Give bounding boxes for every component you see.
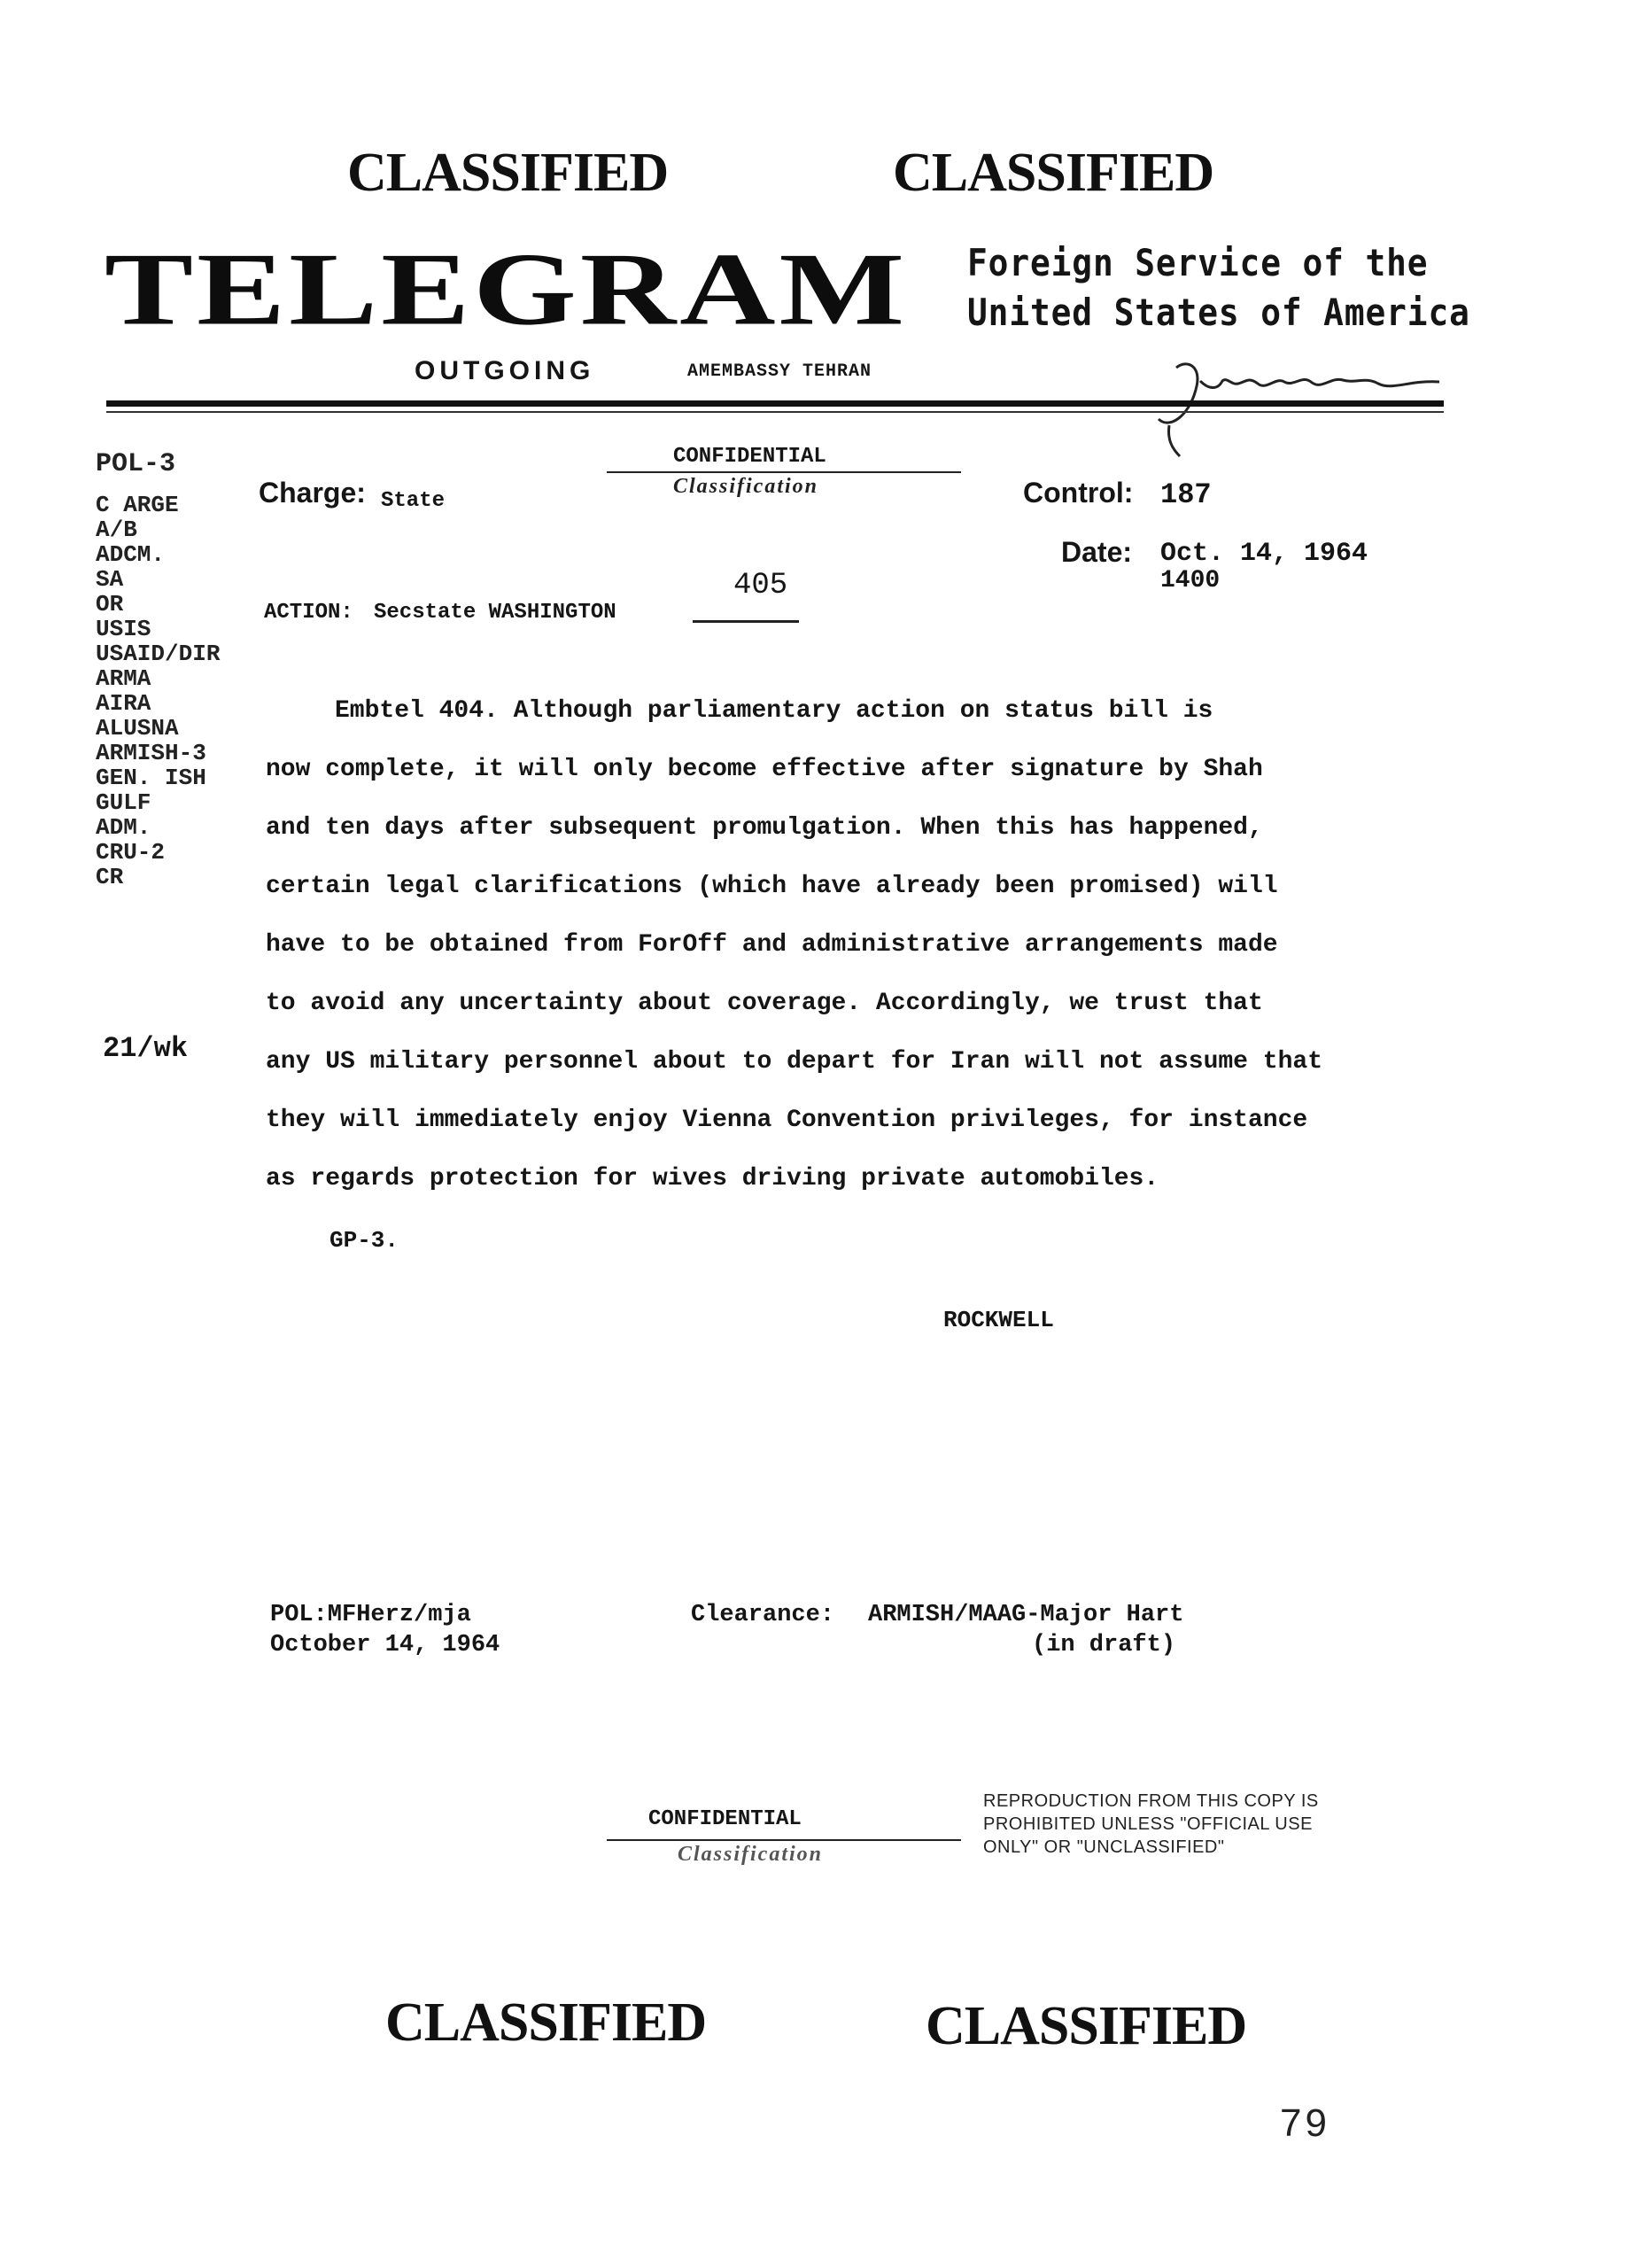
- distribution-item: A/B: [96, 517, 137, 543]
- body-line: Embtel 404. Although parliamentary action on status bill is: [335, 697, 1213, 725]
- classification-label: Classification: [673, 475, 819, 498]
- header-rule-thick: [106, 400, 1444, 407]
- control-label: Control:: [1023, 477, 1134, 509]
- body-line: as regards protection for wives driving private automobiles.: [266, 1165, 1159, 1192]
- body-line: certain legal clarifications (which have already been promised) will: [266, 873, 1278, 900]
- distribution-item: OR: [96, 591, 124, 617]
- distribution-item: SA: [96, 566, 124, 593]
- origin-embassy: AMEMBASSY TEHRAN: [687, 361, 872, 382]
- telegram-number: 405: [733, 569, 788, 602]
- body-line: any US military personnel about to depart for Iran will not assume that: [266, 1048, 1322, 1076]
- clearance-value: ARMISH/MAAG-Major Hart: [868, 1602, 1184, 1628]
- reproduction-line: ONLY" OR "UNCLASSIFIED": [983, 1837, 1225, 1857]
- drafter: POL:MFHerz/mja: [270, 1602, 471, 1628]
- body-line: they will immediately enjoy Vienna Convention privileges, for instance: [266, 1107, 1308, 1134]
- distribution-item: ALUSNA: [96, 715, 179, 742]
- distribution-item: POL-3: [96, 449, 176, 479]
- distribution-item: USAID/DIR: [96, 641, 221, 667]
- control-value: 187: [1160, 478, 1212, 511]
- charge-label: Charge:: [259, 477, 366, 509]
- reproduction-line: PROHIBITED UNLESS "OFFICIAL USE: [983, 1814, 1313, 1834]
- body-line: and ten days after subsequent promulgation. When this has happened,: [266, 814, 1263, 842]
- distribution-item: ADM.: [96, 814, 151, 841]
- telegram-number-rule: [693, 620, 799, 623]
- action-value: Secstate WASHINGTON: [374, 601, 616, 625]
- distribution-count: 21/wk: [103, 1032, 189, 1065]
- body-line: to avoid any uncertainty about coverage. Accordingly, we trust that: [266, 990, 1263, 1017]
- action-label: ACTION:: [264, 601, 353, 625]
- time-value: 1400: [1160, 567, 1221, 594]
- distribution-item: USIS: [96, 616, 151, 642]
- date-value: Oct. 14, 1964: [1160, 539, 1368, 569]
- reproduction-line: REPRODUCTION FROM THIS COPY IS: [983, 1791, 1319, 1811]
- header-rule-thin: [106, 411, 1444, 413]
- distribution-item: ARMISH-3: [96, 740, 206, 766]
- classified-stamp-top-right: CLASSIFIED: [893, 143, 1214, 203]
- distribution-list: [96, 449, 221, 890]
- distribution-item: ARMA: [96, 665, 151, 692]
- classified-stamp-top-left: CLASSIFIED: [347, 143, 669, 203]
- agency-line-1: Foreign Service of the: [967, 241, 1429, 284]
- body-line: have to be obtained from ForOff and administrative arrangements made: [266, 931, 1278, 959]
- distribution-item: CRU-2: [96, 839, 166, 866]
- footer-classification-value: CONFIDENTIAL: [648, 1807, 802, 1831]
- clearance-label: Clearance:: [691, 1602, 835, 1628]
- classified-stamp-bottom-left: CLASSIFIED: [385, 1992, 707, 2053]
- direction-label: OUTGOING: [415, 356, 595, 385]
- drafted-date: October 14, 1964: [270, 1632, 500, 1658]
- distribution-item: GEN. ISH: [96, 765, 206, 791]
- body-line: now complete, it will only become effective after signature by Shah: [266, 756, 1263, 783]
- reproduction-notice: [983, 1790, 1319, 1859]
- page-number: 79: [1280, 2101, 1330, 2145]
- gp-marking: GP-3.: [329, 1227, 399, 1254]
- signature: ROCKWELL: [943, 1307, 1054, 1333]
- distribution-item: GULF: [96, 789, 151, 816]
- telegram-title: TELEGRAM: [105, 231, 909, 347]
- classification-value: CONFIDENTIAL: [673, 445, 826, 469]
- date-label: Date:: [1061, 536, 1133, 568]
- classification-rule: [607, 471, 961, 473]
- distribution-item: CR: [96, 864, 124, 890]
- clearance-note: (in draft): [1032, 1632, 1176, 1658]
- classified-stamp-bottom-right: CLASSIFIED: [926, 1996, 1247, 2056]
- message-body: [266, 682, 1417, 1208]
- footer-classification-label: Classification: [678, 1843, 824, 1866]
- distribution-item: ADCM.: [96, 541, 166, 568]
- footer-classification-rule: [607, 1839, 961, 1841]
- agency-line-2: United States of America: [967, 291, 1470, 334]
- charge-value: State: [381, 489, 446, 513]
- distribution-item: AIRA: [96, 690, 151, 717]
- distribution-item: C ARGE: [96, 492, 179, 518]
